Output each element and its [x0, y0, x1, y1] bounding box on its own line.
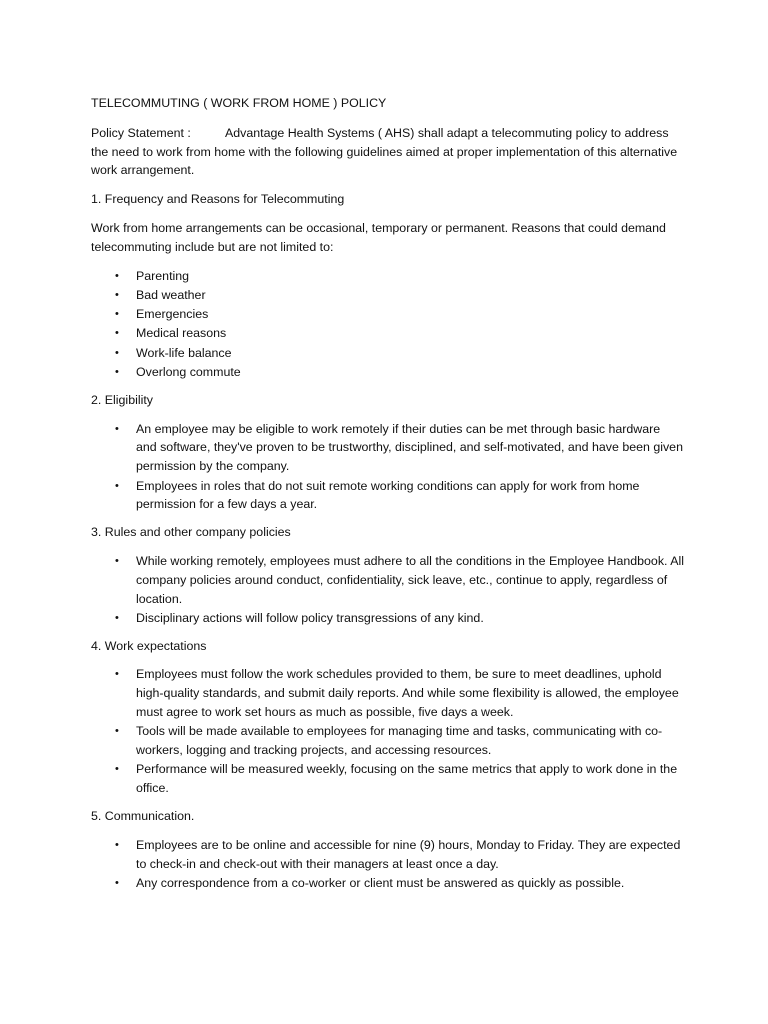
list-item-text: While working remotely, employees must adhere to all the conditions in the Employee Handbook. All company policies around conduct, confidentiality, sick leave, etc., continue to apply, regardless of location. [136, 553, 684, 606]
bullet-icon: • [115, 668, 119, 681]
list-item-text: Parenting [136, 268, 190, 283]
section-paragraph-frequency: Work from home arrangements can be occasional, temporary or permanent. Reasons that could demand telecommuting include but are not limited to: [91, 220, 666, 254]
list-item-text: An employee may be eligible to work remotely if their duties can be met through basic hardware and software, they've proven to be trustworthy, disciplined, and self-motivated, and have been given permission by the company. [136, 421, 683, 474]
policy-statement-label: Policy Statement : [91, 125, 191, 140]
section-heading-work-expectations: 4. Work expectations [91, 638, 207, 653]
list-item-text: Tools will be made available to employees for managing time and tasks, communicating with co-workers, logging and tracking projects, and accessing resources. [136, 724, 663, 758]
list-item [91, 552, 684, 608]
bullet-icon: • [115, 838, 119, 851]
bullet-icon: • [115, 763, 119, 776]
section-heading-rules: 3. Rules and other company policies [91, 525, 291, 540]
list-item-text: Work-life balance [136, 345, 232, 360]
bullet-icon: • [115, 288, 119, 301]
list-item [91, 305, 684, 324]
communication-list [91, 836, 684, 893]
work-expectations-list [91, 665, 684, 798]
policy-statement-text: ( AHS) shall adapt a telecommuting policy to address the need to work from home with the following guidelines aimed at proper implementation of this alternative work arrangement. [91, 125, 678, 178]
list-item-text: Medical reasons [136, 326, 227, 341]
list-item [91, 363, 684, 382]
list-item-text: Disciplinary actions will follow policy transgressions of any kind. [136, 610, 484, 625]
section-heading-communication: 5. Communication. [91, 809, 195, 823]
list-item-text: Performance will be measured weekly, focusing on the same metrics that apply to work done in the office. [136, 762, 678, 796]
rules-list [91, 552, 684, 628]
list-item-text: Overlong commute [136, 365, 241, 380]
list-item [91, 324, 684, 343]
bullet-icon: • [115, 611, 119, 624]
eligibility-list [91, 420, 684, 514]
list-item [91, 760, 684, 798]
list-item-text: Any correspondence from a co-worker or client must be answered as quickly as possible. [136, 875, 625, 890]
list-item [91, 286, 684, 305]
bullet-icon: • [115, 327, 119, 340]
bullet-icon: • [115, 725, 119, 738]
bullet-icon: • [115, 269, 119, 282]
list-item [91, 665, 684, 721]
list-item [91, 836, 684, 874]
bullet-icon: • [115, 346, 119, 359]
list-item [91, 344, 684, 363]
list-item [91, 420, 684, 476]
bullet-icon: • [115, 554, 119, 567]
organization-name: Advantage Health Systems [225, 125, 375, 140]
list-item-text: Employees must follow the work schedules provided to them, be sure to meet deadlines, uphold high-quality standards, and submit daily reports. And while some flexibility is allowed, the employee must agree to work set hours as much as possible, five days a week. [136, 667, 679, 720]
bullet-icon: • [115, 422, 119, 435]
bullet-icon: • [115, 876, 119, 889]
bullet-icon: • [115, 366, 119, 379]
section-heading-frequency: 1. Frequency and Reasons for Telecommuting [91, 192, 345, 207]
list-item-text: Bad weather [136, 287, 206, 302]
list-item [91, 722, 684, 760]
section-heading-eligibility: 2. Eligibility [91, 392, 153, 407]
list-item [91, 874, 684, 893]
bullet-icon: • [115, 479, 119, 492]
list-item [91, 609, 684, 628]
page-title: TELECOMMUTING ( WORK FROM HOME ) POLICY [91, 96, 387, 110]
reasons-list [91, 267, 684, 382]
list-item [91, 477, 684, 515]
policy-statement [91, 124, 684, 180]
list-item-text: Employees in roles that do not suit remote working conditions can apply for work from home permission for a few days a year. [136, 478, 640, 512]
list-item-text: Emergencies [136, 307, 209, 322]
list-item-text: Employees are to be online and accessible for nine (9) hours, Monday to Friday. They are expected to check-in and check-out with their managers at least once a day. [136, 837, 681, 871]
bullet-icon: • [115, 308, 119, 321]
list-item [91, 267, 684, 286]
